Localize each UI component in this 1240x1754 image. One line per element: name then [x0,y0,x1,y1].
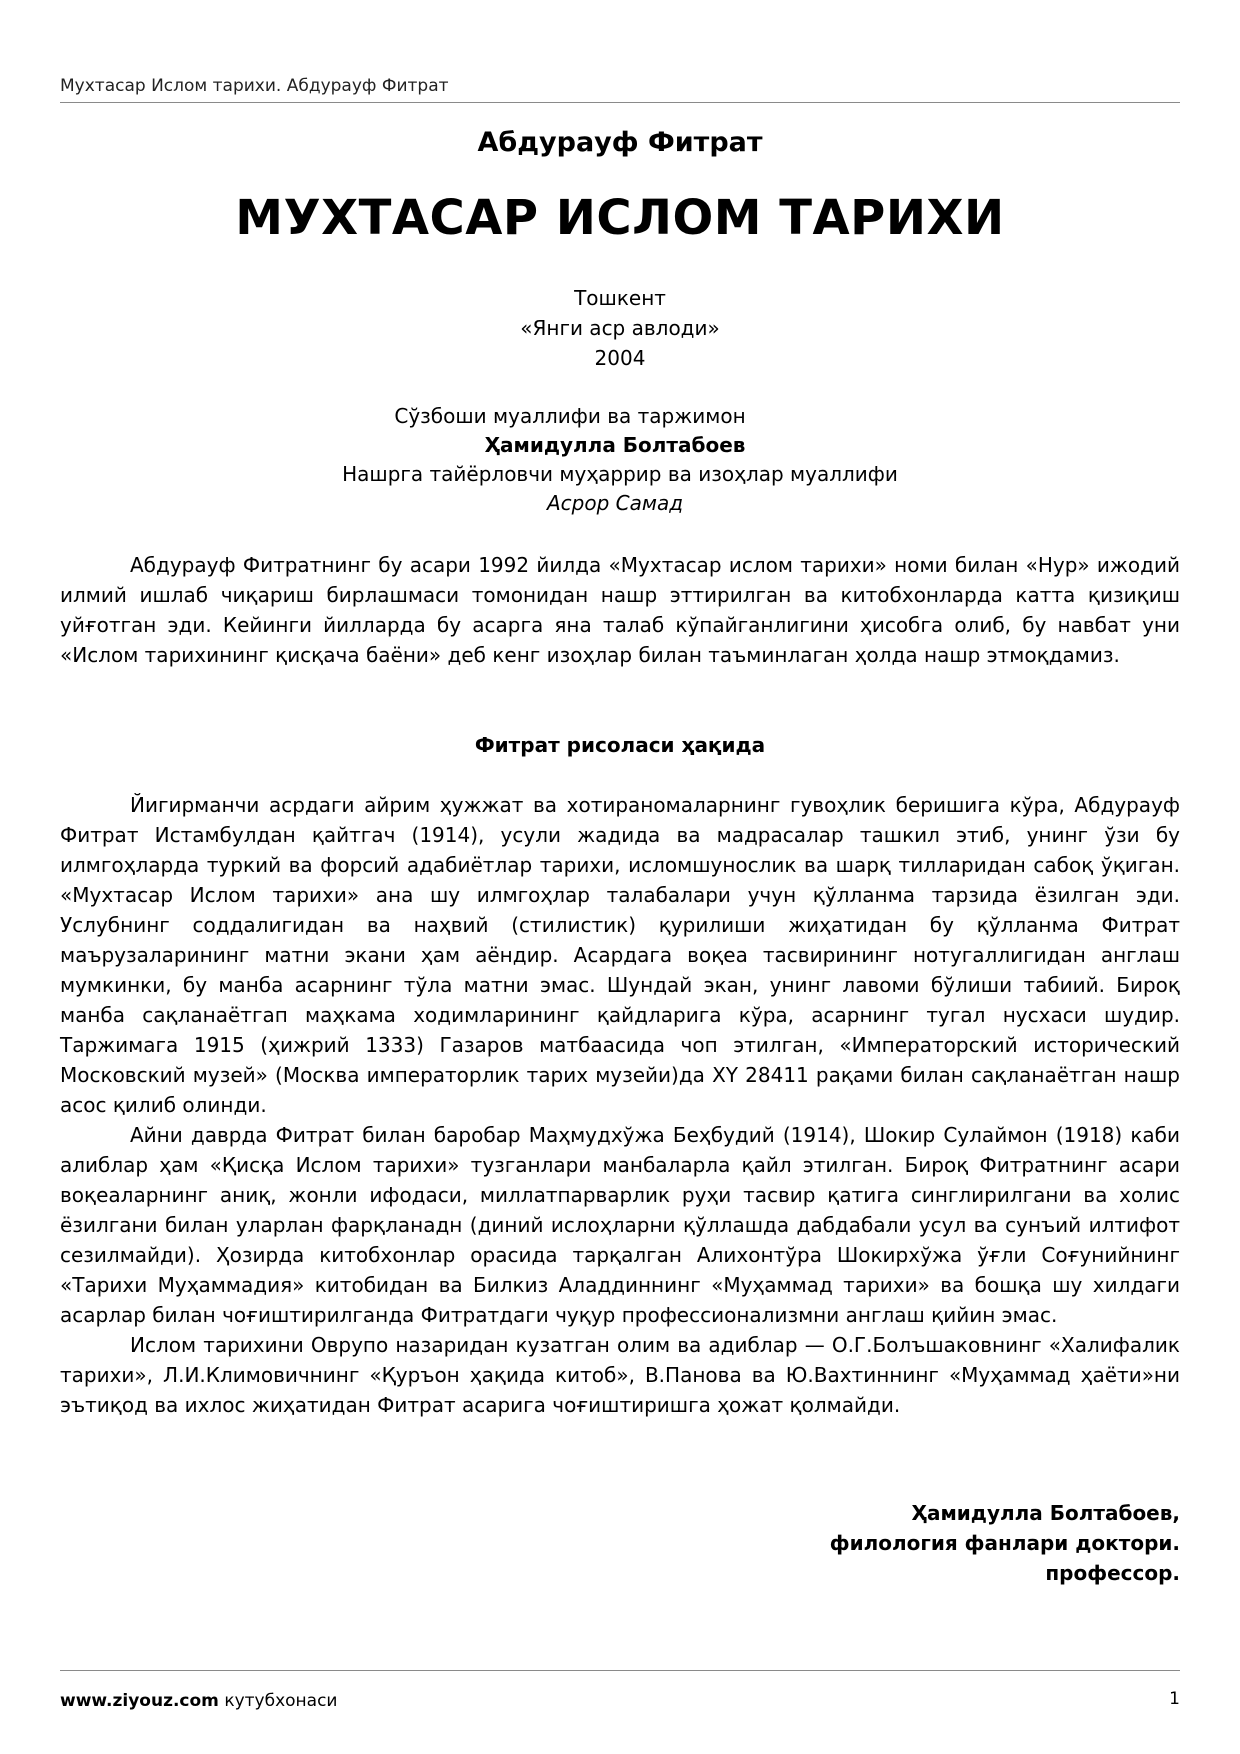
footer-site-link[interactable]: www.ziyouz.com [60,1691,219,1711]
editor-name: Асрор Самад [546,491,684,515]
imprint [60,283,1180,373]
imprint-publisher: «Янги аср авлоди» [520,316,720,340]
signature-block [60,1498,1180,1588]
body-paragraph: Йигирманчи асрдаги айрим ҳужжат ва хотираномаларнинг гувоҳлик беришига кўра, Абдурауф Фитрат Истамбулдан қайтгач (1914), усули жадида ва мадрасалар ташкил этиб, унинг ўзи бу илмгоҳларда туркий ва форсий адабиётлар тарихи, исломшунослик ва шарқ тилларидан сабоқ ўқиган. «Мухтасар Ислом тарихи» ана шу илмгоҳлар талабалари учун қўлланма тарзида ёзилган эди. Услубнинг соддалигидан ва наҳвий (стилистик) қурилиши жиҳатидан бу қўлланма Фитрат маърузаларининг матни экани ҳам аёндир. Асардага воқеа тасвирининг нотугаллигидан англаш мумкинки, бу манба асарнинг тўла матни эмас. Шундай экан, унинг лавоми бўлиши табиий. Бироқ манба сақланаётгап маҳкама ходимларининг қайдларига кўра, асарнинг тугал нусхаси шудир. Таржимага 1915 (ҳижрий 1333) Газаров матбаасида чоп этилган, «Императорский исторический Московский музей» (Москва императорлик тарих музейи)да XY 28411 рақами билан сақланаётган нашр асос қилиб олинди. [60,793,1180,1117]
signature-name: Ҳамидулла Болтабоев, [911,1501,1180,1525]
body-section [60,790,1180,1420]
credits [60,402,1180,518]
imprint-year: 2004 [594,346,646,370]
signature-title: профессор. [1045,1561,1180,1585]
author-name: Абдурауф Фитрат [477,127,763,158]
running-header: Мухтасар Ислом тарихи. Абдурауф Фитрат [60,76,449,96]
section-heading: Фитрат рисоласи ҳақида [474,733,766,757]
editor-role: Нашрга тайёрловчи муҳаррир ва изоҳлар муаллифи [342,462,898,486]
book-title: МУХТАСАР ИСЛОМ ТАРИХИ [235,190,1005,246]
intro-section [60,550,1180,670]
page-number: 1 [1169,1689,1180,1709]
translator-role: Сўзбоши муаллифи ва таржимон [394,404,746,428]
header-divider [60,102,1180,103]
body-paragraph: Айни даврда Фитрат билан баробар Маҳмудхўжа Беҳбудий (1914), Шокир Сулаймон (1918) каби алиблар ҳам «Қисқа Ислом тарихи» тузганлари манбаларла қайл этилган. Бироқ Фитратнинг асари воқеаларнинг аниқ, жонли ифодаси, миллатпарварлик руҳи тасвир қатига синглирилгани ва холис ёзилгани билан уларлан фарқланадн (диний ислоҳларни қўллашда дабдабали усул ва сунъий илтифот сезилмайди). Ҳозирда китобхонлар орасида тарқалган Алихонтўра Шокирхўжа ўғли Соғунийнинг «Тарихи Муҳаммадия» китобидан ва Билкиз Аладдиннинг «Муҳаммад тарихи» ва бошқа шу хилдаги асарлар билан чоғиштирилганда Фитратдаги чуқур профессионализмни англаш қийин эмас. [60,1123,1180,1327]
footer-divider [60,1670,1180,1671]
signature-degree: филология фанлари доктори. [829,1531,1180,1555]
footer-library-label: кутубхонаси [224,1691,338,1711]
footer-credit [60,1690,337,1712]
translator-name: Ҳамидулла Болтабоев [484,433,746,457]
body-paragraph: Ислом тарихини Оврупо назаридан кузатган олим ва адиблар — О.Г.Болъшаковнинг «Халифалик тарихи», Л.И.Климовичнинг «Қуръон ҳақида китоб», В.Панова ва Ю.Вахтиннинг «Муҳаммад ҳаёти»ни эътиқод ва ихлос жиҳатидан Фитрат асарига чоғиштиришга ҳожат қолмайди. [60,1333,1180,1417]
imprint-city: Тошкент [574,286,666,310]
document-page [60,0,1180,1754]
intro-paragraph: Абдурауф Фитратнинг бу асари 1992 йилда «Мухтасар ислом тарихи» номи билан «Нур» ижодий илмий ишлаб чиқариш бирлашмаси томонидан нашр эттирилган ва китобхонларда катта қизиқиш уйғотган эди. Кейинги йилларда бу асарга яна талаб кўпайганлигини ҳисобга олиб, бу навбат уни «Ислом тарихининг қисқача баёни» деб кенг изоҳлар билан таъминлаган ҳолда нашр этмоқдамиз. [60,553,1180,667]
